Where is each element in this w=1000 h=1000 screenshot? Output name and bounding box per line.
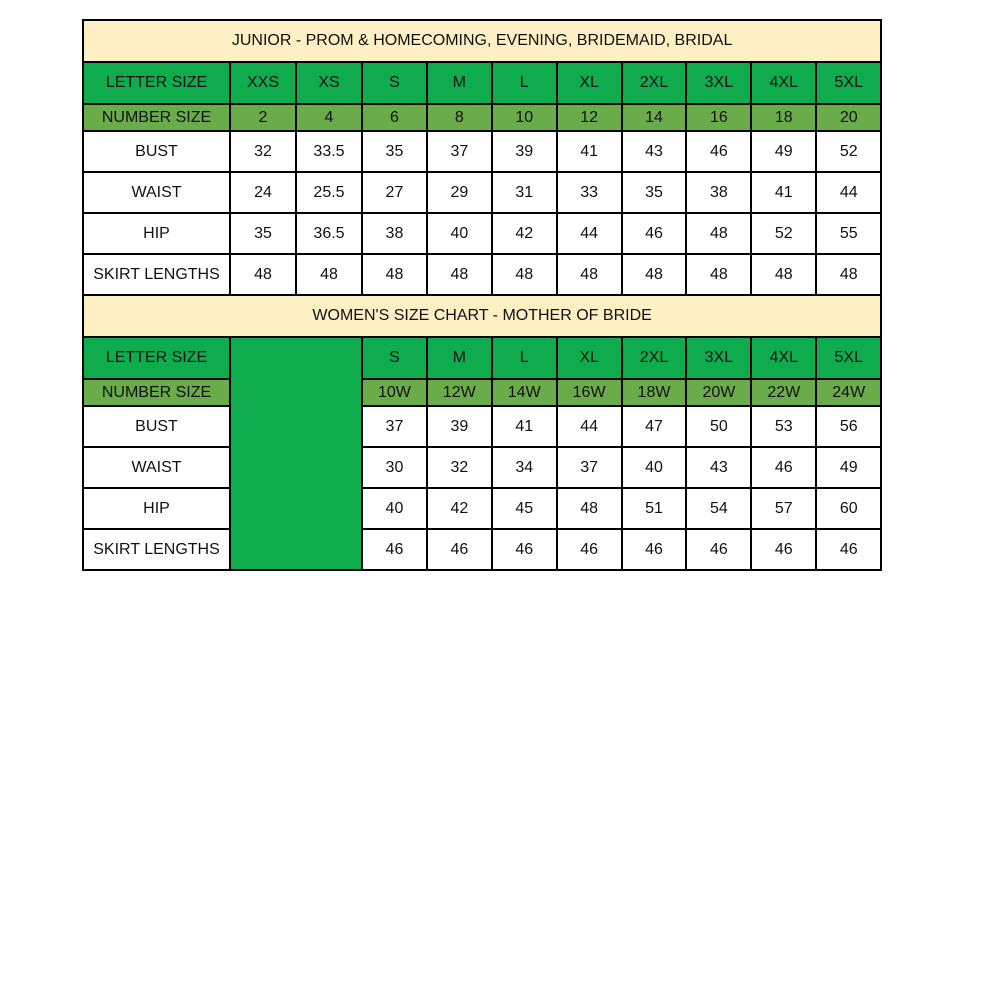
number-size-cell: 10W	[362, 379, 427, 406]
measurement-cell: 46	[686, 529, 751, 570]
number-size-cell: 16W	[557, 379, 622, 406]
measurement-label: HIP	[83, 213, 230, 254]
women-title-row	[83, 295, 881, 337]
number-size-cell: 14	[622, 104, 687, 131]
measurement-cell: 38	[362, 213, 427, 254]
measurement-cell: 38	[686, 172, 751, 213]
measurement-label: SKIRT LENGTHS	[83, 254, 230, 295]
measurement-cell: 35	[622, 172, 687, 213]
measurement-cell: 44	[816, 172, 881, 213]
letter-size-cell: S	[362, 62, 427, 104]
measurement-cell: 48	[557, 488, 622, 529]
number-size-cell: 14W	[492, 379, 557, 406]
number-size-label: NUMBER SIZE	[83, 379, 230, 406]
measurement-cell: 48	[427, 254, 492, 295]
letter-size-cell: L	[492, 62, 557, 104]
measurement-cell: 52	[751, 213, 816, 254]
number-size-cell: 18	[751, 104, 816, 131]
measurement-cell: 45	[492, 488, 557, 529]
number-size-cell: 2	[230, 104, 296, 131]
measurement-cell: 42	[492, 213, 557, 254]
measurement-cell: 46	[492, 529, 557, 570]
measurement-cell: 44	[557, 213, 622, 254]
measurement-cell: 48	[686, 254, 751, 295]
number-size-label: NUMBER SIZE	[83, 104, 230, 131]
letter-size-cell: XXS	[230, 62, 296, 104]
measurement-cell: 37	[427, 131, 492, 172]
letter-size-cell: XL	[557, 62, 622, 104]
measurement-cell: 37	[362, 406, 427, 447]
number-size-cell: 22W	[751, 379, 816, 406]
measurement-cell: 32	[427, 447, 492, 488]
measurement-label: WAIST	[83, 172, 230, 213]
measurement-cell: 27	[362, 172, 427, 213]
number-size-cell: 20W	[686, 379, 751, 406]
women-number-size-row	[83, 379, 881, 406]
junior-skirt-lengths-row	[83, 254, 881, 295]
measurement-cell: 37	[557, 447, 622, 488]
measurement-cell: 42	[427, 488, 492, 529]
measurement-cell: 35	[362, 131, 427, 172]
women-waist-row	[83, 447, 881, 488]
measurement-cell: 47	[622, 406, 687, 447]
number-size-cell: 20	[816, 104, 881, 131]
measurement-cell: 48	[362, 254, 427, 295]
measurement-cell: 33	[557, 172, 622, 213]
size-chart-body	[83, 20, 881, 570]
measurement-cell: 40	[622, 447, 687, 488]
measurement-cell: 46	[362, 529, 427, 570]
measurement-cell: 31	[492, 172, 557, 213]
measurement-cell: 49	[816, 447, 881, 488]
measurement-label: HIP	[83, 488, 230, 529]
measurement-cell: 53	[751, 406, 816, 447]
measurement-cell: 48	[622, 254, 687, 295]
measurement-cell: 43	[686, 447, 751, 488]
size-chart-table	[82, 19, 882, 571]
measurement-cell: 46	[816, 529, 881, 570]
measurement-cell: 36.5	[296, 213, 362, 254]
number-size-cell: 4	[296, 104, 362, 131]
measurement-cell: 25.5	[296, 172, 362, 213]
letter-size-cell: S	[362, 337, 427, 379]
letter-size-cell: 5XL	[816, 62, 881, 104]
measurement-cell: 54	[686, 488, 751, 529]
measurement-label: BUST	[83, 406, 230, 447]
letter-size-cell: 3XL	[686, 62, 751, 104]
measurement-cell: 39	[492, 131, 557, 172]
measurement-cell: 46	[427, 529, 492, 570]
measurement-label: WAIST	[83, 447, 230, 488]
measurement-cell: 41	[557, 131, 622, 172]
measurement-cell: 41	[751, 172, 816, 213]
letter-size-cell: 2XL	[622, 62, 687, 104]
measurement-cell: 48	[230, 254, 296, 295]
letter-size-cell: XL	[557, 337, 622, 379]
number-size-cell: 16	[686, 104, 751, 131]
measurement-cell: 46	[622, 213, 687, 254]
letter-size-cell: 5XL	[816, 337, 881, 379]
letter-size-label: LETTER SIZE	[83, 337, 230, 379]
letter-size-cell: 4XL	[751, 62, 816, 104]
letter-size-cell: L	[492, 337, 557, 379]
measurement-cell: 56	[816, 406, 881, 447]
measurement-cell: 46	[557, 529, 622, 570]
measurement-cell: 43	[622, 131, 687, 172]
number-size-cell: 18W	[622, 379, 687, 406]
measurement-cell: 34	[492, 447, 557, 488]
measurement-cell: 33.5	[296, 131, 362, 172]
number-size-cell: 24W	[816, 379, 881, 406]
women-section-title: WOMEN'S SIZE CHART - MOTHER OF BRIDE	[83, 295, 881, 337]
number-size-cell: 12	[557, 104, 622, 131]
women-skirt-lengths-row	[83, 529, 881, 570]
letter-size-cell: XS	[296, 62, 362, 104]
measurement-label: BUST	[83, 131, 230, 172]
measurement-label: SKIRT LENGTHS	[83, 529, 230, 570]
measurement-cell: 35	[230, 213, 296, 254]
junior-number-size-row	[83, 104, 881, 131]
measurement-cell: 24	[230, 172, 296, 213]
measurement-cell: 55	[816, 213, 881, 254]
measurement-cell: 32	[230, 131, 296, 172]
empty-green-block	[230, 337, 362, 570]
measurement-cell: 48	[296, 254, 362, 295]
letter-size-cell: 4XL	[751, 337, 816, 379]
women-hip-row	[83, 488, 881, 529]
letter-size-cell: 2XL	[622, 337, 687, 379]
measurement-cell: 52	[816, 131, 881, 172]
number-size-cell: 10	[492, 104, 557, 131]
measurement-cell: 39	[427, 406, 492, 447]
junior-bust-row	[83, 131, 881, 172]
measurement-cell: 41	[492, 406, 557, 447]
measurement-cell: 46	[751, 529, 816, 570]
measurement-cell: 40	[362, 488, 427, 529]
number-size-cell: 12W	[427, 379, 492, 406]
measurement-cell: 48	[492, 254, 557, 295]
junior-hip-row	[83, 213, 881, 254]
measurement-cell: 29	[427, 172, 492, 213]
measurement-cell: 51	[622, 488, 687, 529]
measurement-cell: 44	[557, 406, 622, 447]
letter-size-cell: M	[427, 337, 492, 379]
measurement-cell: 50	[686, 406, 751, 447]
measurement-cell: 48	[816, 254, 881, 295]
letter-size-cell: 3XL	[686, 337, 751, 379]
letter-size-label: LETTER SIZE	[83, 62, 230, 104]
letter-size-cell: M	[427, 62, 492, 104]
junior-waist-row	[83, 172, 881, 213]
measurement-cell: 57	[751, 488, 816, 529]
measurement-cell: 49	[751, 131, 816, 172]
women-letter-size-row	[83, 337, 881, 379]
measurement-cell: 46	[751, 447, 816, 488]
junior-section-title: JUNIOR - PROM & HOMECOMING, EVENING, BRIDEMAID, BRIDAL	[83, 20, 881, 62]
measurement-cell: 48	[557, 254, 622, 295]
measurement-cell: 46	[622, 529, 687, 570]
measurement-cell: 30	[362, 447, 427, 488]
measurement-cell: 48	[751, 254, 816, 295]
women-bust-row	[83, 406, 881, 447]
number-size-cell: 8	[427, 104, 492, 131]
number-size-cell: 6	[362, 104, 427, 131]
measurement-cell: 40	[427, 213, 492, 254]
measurement-cell: 46	[686, 131, 751, 172]
measurement-cell: 48	[686, 213, 751, 254]
measurement-cell: 60	[816, 488, 881, 529]
junior-letter-size-row	[83, 62, 881, 104]
junior-title-row	[83, 20, 881, 62]
